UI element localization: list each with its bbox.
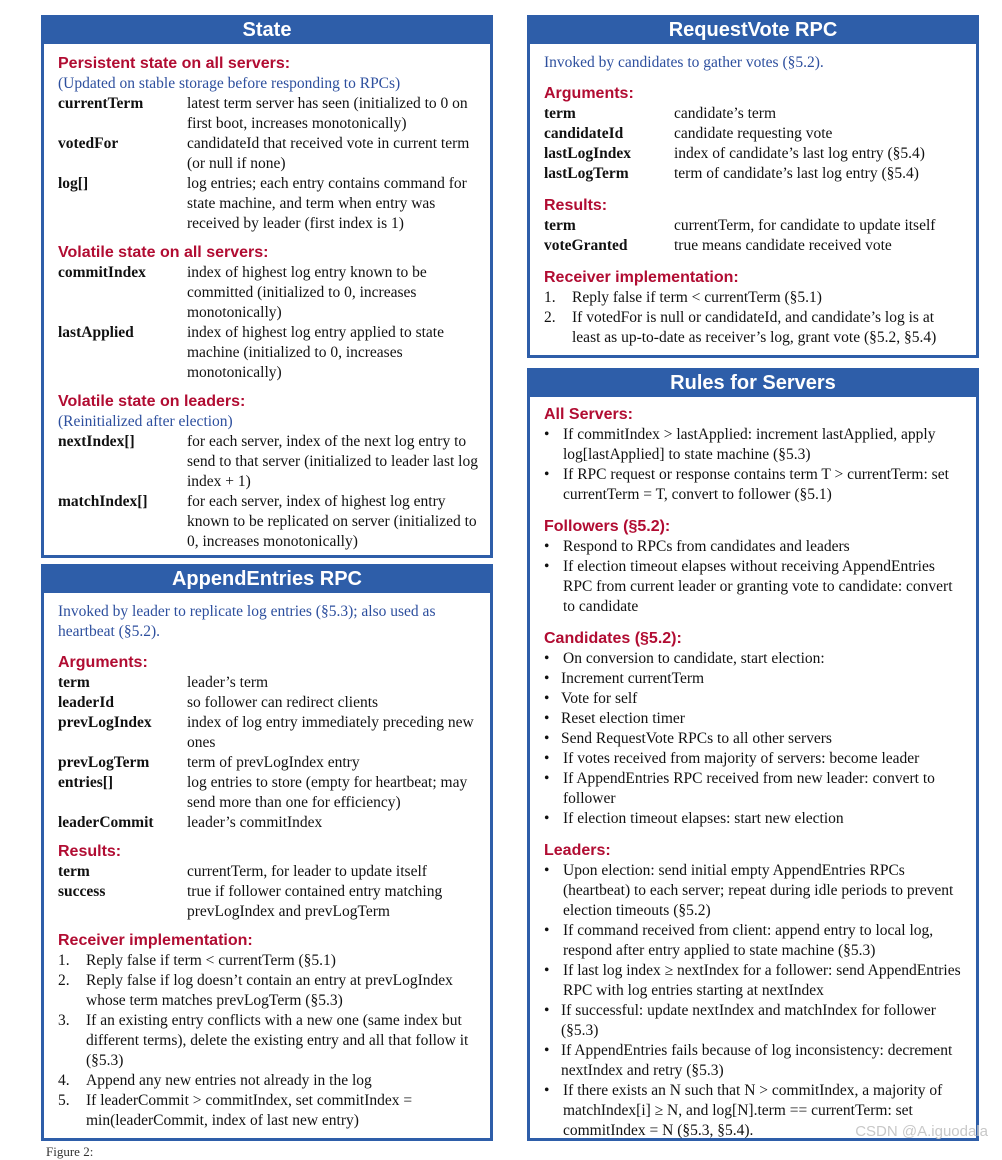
step-number: 2. xyxy=(544,309,556,326)
bullet: • xyxy=(544,1002,550,1019)
step-number: 1. xyxy=(58,952,70,969)
bullet: • xyxy=(544,922,550,939)
arguments-heading: Arguments: xyxy=(58,654,148,671)
bullet: • xyxy=(544,810,550,827)
append-entries-box xyxy=(41,564,493,1141)
receiver-steps xyxy=(544,288,976,348)
field-desc: for each server, index of the next log entry to send to that server (initialized to leader last log index + 1) xyxy=(187,433,478,490)
followers-rules xyxy=(544,537,968,617)
watermark: CSDN @A.iguodala xyxy=(855,1123,988,1140)
list-item xyxy=(544,465,968,505)
argument-row xyxy=(544,124,976,144)
list-item xyxy=(58,1071,490,1091)
step-number: 5. xyxy=(58,1092,70,1109)
rule-text: If command received from client: append entry to local log, respond after entry applied to state machine (§5.3) xyxy=(563,922,934,959)
field-name: commitIndex xyxy=(58,264,146,281)
state-title: State xyxy=(44,18,490,44)
rules-box xyxy=(527,368,979,1141)
field-name: log[] xyxy=(58,175,89,192)
list-item xyxy=(544,689,968,709)
candidates-rules-more xyxy=(544,749,968,829)
state-row xyxy=(58,432,490,492)
step-text: Append any new entries not already in the log xyxy=(86,1072,372,1089)
state-row xyxy=(58,94,490,134)
list-item xyxy=(544,669,968,689)
receiver-steps xyxy=(58,951,490,1131)
list-item xyxy=(544,537,968,557)
argument-row xyxy=(58,713,490,753)
bullet: • xyxy=(544,730,550,747)
arg-name: prevLogIndex xyxy=(58,714,152,731)
leaders-rules xyxy=(544,861,968,1001)
bullet: • xyxy=(544,538,550,555)
arg-name: lastLogTerm xyxy=(544,165,629,182)
candidates-subrules xyxy=(544,669,968,749)
rule-text: If commitIndex > lastApplied: increment lastApplied, apply log[lastApplied] to state machine (§5.3) xyxy=(563,426,936,463)
all-servers-heading: All Servers: xyxy=(544,406,633,423)
figure-caption: Figure 2: xyxy=(46,1144,94,1159)
state-row xyxy=(58,174,490,234)
arg-name: entries[] xyxy=(58,774,114,791)
rule-text: If there exists an N such that N > commitIndex, a majority of matchIndex[i] ≥ N, and log[N].term == currentTerm: set commitIndex = N (§5.3, §5.4). xyxy=(563,1082,943,1139)
all-servers-rules xyxy=(544,425,968,505)
rule-text: If successful: update nextIndex and matchIndex for follower (§5.3) xyxy=(561,1002,936,1039)
list-item xyxy=(544,425,968,465)
argument-row xyxy=(544,164,976,184)
bullet: • xyxy=(544,750,550,767)
list-item xyxy=(544,1001,968,1041)
step-number: 4. xyxy=(58,1072,70,1089)
arg-name: leaderId xyxy=(58,694,114,711)
bullet: • xyxy=(544,558,550,575)
result-row xyxy=(544,216,976,236)
result-name: voteGranted xyxy=(544,237,628,254)
field-desc: index of highest log entry applied to state machine (initialized to 0, increases monotonically) xyxy=(187,324,444,381)
followers-heading: Followers (§5.2): xyxy=(544,518,671,535)
state-row xyxy=(58,263,490,323)
list-item xyxy=(544,649,968,669)
state-row xyxy=(58,134,490,174)
rule-text: Respond to RPCs from candidates and leaders xyxy=(563,538,850,555)
state-box xyxy=(41,15,493,558)
arg-desc: term of prevLogIndex entry xyxy=(187,754,360,771)
rule-text: On conversion to candidate, start election: xyxy=(563,650,825,667)
step-number: 1. xyxy=(544,289,556,306)
arg-desc: index of log entry immediately preceding new ones xyxy=(187,714,474,751)
result-name: term xyxy=(544,217,576,234)
list-item xyxy=(58,1091,490,1131)
list-item xyxy=(544,749,968,769)
bullet: • xyxy=(544,670,550,687)
argument-row xyxy=(58,773,490,813)
result-name: term xyxy=(58,863,90,880)
persistent-state-note: (Updated on stable storage before responding to RPCs) xyxy=(58,75,401,92)
argument-row xyxy=(544,104,976,124)
arg-desc: index of candidate’s last log entry (§5.4) xyxy=(674,145,925,162)
list-item xyxy=(544,861,968,921)
leader-state-note: (Reinitialized after election) xyxy=(58,413,233,430)
arg-desc: log entries to store (empty for heartbeat; may send more than one for efficiency) xyxy=(187,774,468,811)
field-desc: latest term server has seen (initialized to 0 on first boot, increases monotonically) xyxy=(187,95,468,132)
rule-text: Upon election: send initial empty AppendEntries RPCs (heartbeat) to each server; repeat during idle periods to prevent election timeouts (§5.2) xyxy=(563,862,954,919)
request-vote-note: Invoked by candidates to gather votes (§5.2). xyxy=(544,54,824,71)
arg-name: candidateId xyxy=(544,125,624,142)
rule-text: If election timeout elapses without receiving AppendEntries RPC from current leader or granting vote to candidate: convert to candidate xyxy=(563,558,953,615)
arg-desc: term of candidate’s last log entry (§5.4) xyxy=(674,165,919,182)
leader-state-heading: Volatile state on leaders: xyxy=(58,393,246,410)
field-desc: candidateId that received vote in current term (or null if none) xyxy=(187,135,470,172)
arg-name: prevLogTerm xyxy=(58,754,150,771)
bullet: • xyxy=(544,1042,550,1059)
bullet: • xyxy=(544,426,550,443)
bullet: • xyxy=(544,862,550,879)
result-desc: currentTerm, for leader to update itself xyxy=(187,863,427,880)
argument-row xyxy=(58,693,490,713)
leaders-heading: Leaders: xyxy=(544,842,611,859)
bullet: • xyxy=(544,650,550,667)
bullet: • xyxy=(544,466,550,483)
rule-text: Send RequestVote RPCs to all other servers xyxy=(561,730,832,747)
list-item xyxy=(544,769,968,809)
results-heading: Results: xyxy=(544,197,608,214)
step-text: Reply false if term < currentTerm (§5.1) xyxy=(572,289,822,306)
result-name: success xyxy=(58,883,106,900)
arg-name: term xyxy=(58,674,90,691)
field-desc: for each server, index of highest log entry known to be replicated on server (initialized to 0, increases monotonically) xyxy=(187,493,477,550)
step-number: 3. xyxy=(58,1012,70,1029)
step-text: Reply false if term < currentTerm (§5.1) xyxy=(86,952,336,969)
rule-text: Increment currentTerm xyxy=(561,670,705,687)
argument-row xyxy=(58,673,490,693)
receiver-heading: Receiver implementation: xyxy=(58,932,253,949)
list-item xyxy=(544,557,968,617)
rule-text: If AppendEntries fails because of log inconsistency: decrement nextIndex and retry (§5.3) xyxy=(561,1042,953,1079)
step-text: Reply false if log doesn’t contain an entry at prevLogIndex whose term matches prevLogTerm (§5.3) xyxy=(86,972,453,1009)
list-item xyxy=(544,809,968,829)
list-item xyxy=(544,729,968,749)
result-row xyxy=(58,862,490,882)
result-desc: currentTerm, for candidate to update itself xyxy=(674,217,936,234)
bullet: • xyxy=(544,690,550,707)
rule-text: If last log index ≥ nextIndex for a follower: send AppendEntries RPC with log entries starting at nextIndex xyxy=(563,962,961,999)
bullet: • xyxy=(544,770,550,787)
field-desc: index of highest log entry known to be committed (initialized to 0, increases monotonically) xyxy=(187,264,427,321)
argument-row xyxy=(58,813,490,833)
list-item xyxy=(58,951,490,971)
list-item xyxy=(544,921,968,961)
bullet: • xyxy=(544,962,550,979)
rule-text: If RPC request or response contains term T > currentTerm: set currentTerm = T, convert to follower (§5.1) xyxy=(563,466,949,503)
field-name: lastApplied xyxy=(58,324,134,341)
bullet: • xyxy=(544,1082,550,1099)
step-text: If votedFor is null or candidateId, and candidate’s log is at least as up-to-date as receiver’s log, grant vote (§5.2, §5.4) xyxy=(572,309,937,346)
list-item xyxy=(544,961,968,1001)
arg-name: term xyxy=(544,105,576,122)
list-item xyxy=(544,308,976,348)
arg-desc: candidate requesting vote xyxy=(674,125,833,142)
state-row xyxy=(58,492,490,552)
field-desc: log entries; each entry contains command for state machine, and term when entry was received by leader (first index is 1) xyxy=(187,175,467,232)
rule-text: Reset election timer xyxy=(561,710,685,727)
arg-desc: candidate’s term xyxy=(674,105,776,122)
append-entries-note: Invoked by leader to replicate log entries (§5.3); also used as heartbeat (§5.2). xyxy=(58,603,436,640)
append-entries-title: AppendEntries RPC xyxy=(44,567,490,593)
request-vote-title: RequestVote RPC xyxy=(530,18,976,44)
step-text: If leaderCommit > commitIndex, set commitIndex = min(leaderCommit, index of last new entry) xyxy=(86,1092,413,1129)
step-number: 2. xyxy=(58,972,70,989)
volatile-state-heading: Volatile state on all servers: xyxy=(58,244,269,261)
result-desc: true means candidate received vote xyxy=(674,237,892,254)
list-item xyxy=(544,709,968,729)
field-name: currentTerm xyxy=(58,95,144,112)
rule-text: If votes received from majority of servers: become leader xyxy=(563,750,920,767)
result-row xyxy=(58,882,490,922)
rule-text: Vote for self xyxy=(561,690,638,707)
field-name: nextIndex[] xyxy=(58,433,135,450)
candidates-heading: Candidates (§5.2): xyxy=(544,630,682,647)
rule-text: If AppendEntries RPC received from new leader: convert to follower xyxy=(563,770,935,807)
leaders-subrules xyxy=(544,1001,968,1081)
arg-name: lastLogIndex xyxy=(544,145,631,162)
arg-desc: leader’s commitIndex xyxy=(187,814,323,831)
arg-desc: leader’s term xyxy=(187,674,269,691)
arg-name: leaderCommit xyxy=(58,814,154,831)
request-vote-box xyxy=(527,15,979,358)
result-desc: true if follower contained entry matching prevLogIndex and prevLogTerm xyxy=(187,883,443,920)
receiver-heading: Receiver implementation: xyxy=(544,269,739,286)
list-item xyxy=(58,971,490,1011)
result-row xyxy=(544,236,976,256)
arg-desc: so follower can redirect clients xyxy=(187,694,379,711)
step-text: If an existing entry conflicts with a new one (same index but different terms), delete the existing entry and all that follow it (§5.3) xyxy=(86,1012,469,1069)
argument-row xyxy=(58,753,490,773)
list-item xyxy=(544,288,976,308)
persistent-state-heading: Persistent state on all servers: xyxy=(58,55,291,72)
candidates-rules xyxy=(544,649,968,669)
list-item xyxy=(544,1041,968,1081)
field-name: votedFor xyxy=(58,135,119,152)
arguments-heading: Arguments: xyxy=(544,85,634,102)
rule-text: If election timeout elapses: start new election xyxy=(563,810,844,827)
field-name: matchIndex[] xyxy=(58,493,148,510)
rules-title: Rules for Servers xyxy=(530,371,976,397)
state-row xyxy=(58,323,490,383)
list-item xyxy=(58,1011,490,1071)
bullet: • xyxy=(544,710,550,727)
argument-row xyxy=(544,144,976,164)
results-heading: Results: xyxy=(58,843,122,860)
